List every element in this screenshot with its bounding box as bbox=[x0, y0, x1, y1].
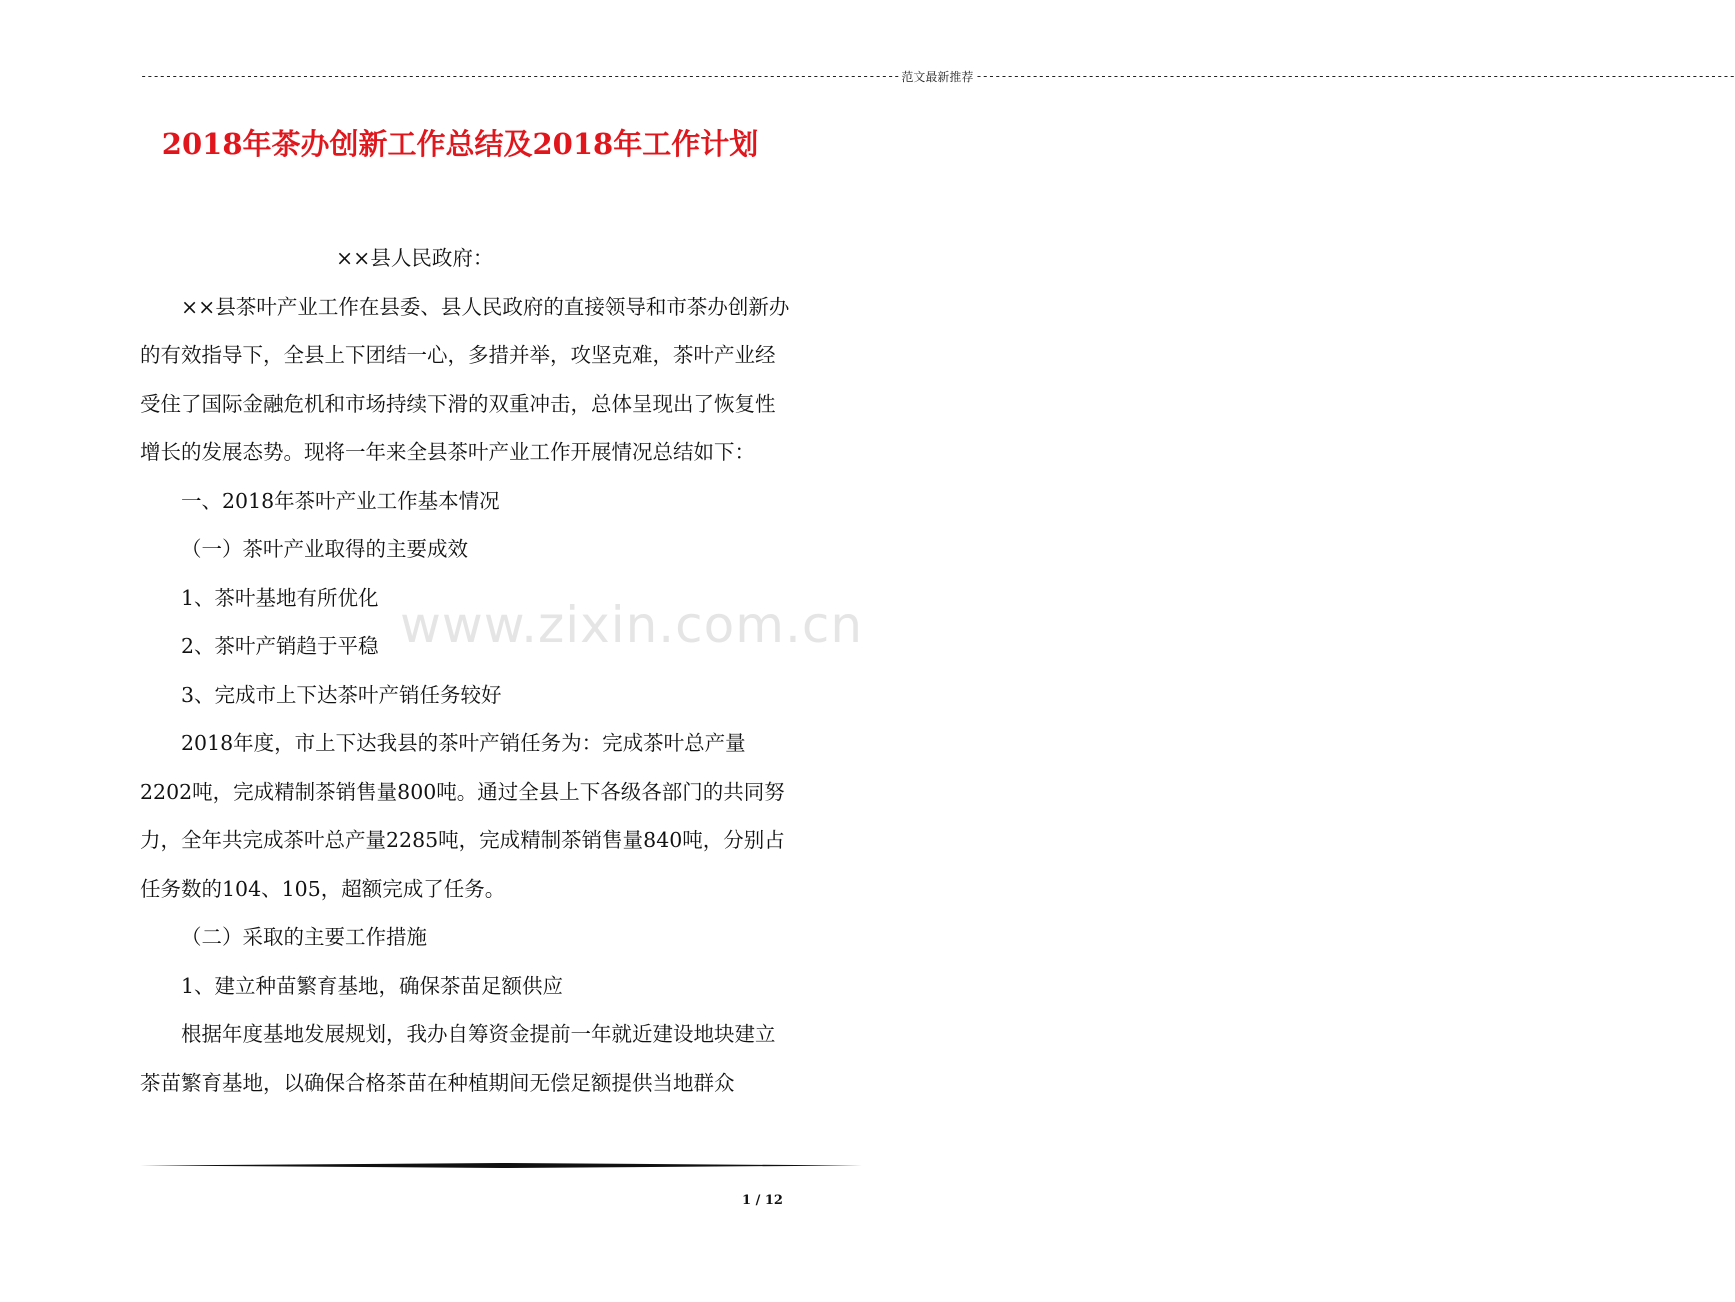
watermark: www.zixin.com.cn bbox=[400, 596, 864, 654]
paragraph-seedling: 根据年度基地发展规划，我办自筹资金提前一年就近建设地块建立茶苗繁育基地，以确保合格茶苗在种植期间无偿足额提供当地群众 bbox=[140, 1022, 776, 1095]
document-title: 2018年茶办创新工作总结及2018年工作计划 bbox=[161, 127, 759, 161]
list-item: 3、完成市上下达茶叶产销任务较好 bbox=[181, 682, 502, 707]
list-item: 1、茶叶基地有所优化 bbox=[181, 585, 379, 610]
subsection-heading-2: （二）采取的主要工作措施 bbox=[181, 925, 427, 949]
header-dash-left: -------------------------------------------------------------------------------------------------------------------------- bbox=[140, 69, 900, 83]
header-text: 范文最新推荐 bbox=[901, 69, 974, 84]
header-dash-right: -------------------------------------------------------------------------------------------------------------------------- bbox=[975, 69, 1735, 83]
footer-rule bbox=[140, 1163, 862, 1168]
section-heading-1: 一、2018年茶叶产业工作基本情况 bbox=[181, 488, 500, 513]
subsection-heading-1: （一）茶叶产业取得的主要成效 bbox=[181, 537, 468, 561]
paragraph-intro: ××县茶叶产业工作在县委、县人民政府的直接领导和市茶办创新办的有效指导下，全县上下团结一心，多措并举，攻坚克难，茶叶产业经受住了国际金融危机和市场持续下滑的双重冲击，总体呈现出了恢复性增长的发展态势。现将一年来全县茶叶产业工作开展情况总结如下： bbox=[140, 294, 790, 464]
list-item: 2、茶叶产销趋于平稳 bbox=[181, 634, 379, 658]
list-item: 1、建立种苗繁育基地，确保茶苗足额供应 bbox=[181, 973, 564, 998]
salutation: ××县人民政府： bbox=[336, 246, 494, 270]
page-number: 1 / 12 bbox=[742, 1193, 783, 1208]
paragraph-task: 2018年度，市上下达我县的茶叶产销任务为：完成茶叶总产量2202吨，完成精制茶销售量800吨。通过全县上下各级各部门的共同努力，全年共完成茶叶总产量2285吨，完成精制茶销售量840吨，分别占任务数的104、105，超额完成了任务。 bbox=[140, 731, 785, 901]
document-body bbox=[140, 234, 790, 1107]
page-header bbox=[140, 66, 1735, 86]
